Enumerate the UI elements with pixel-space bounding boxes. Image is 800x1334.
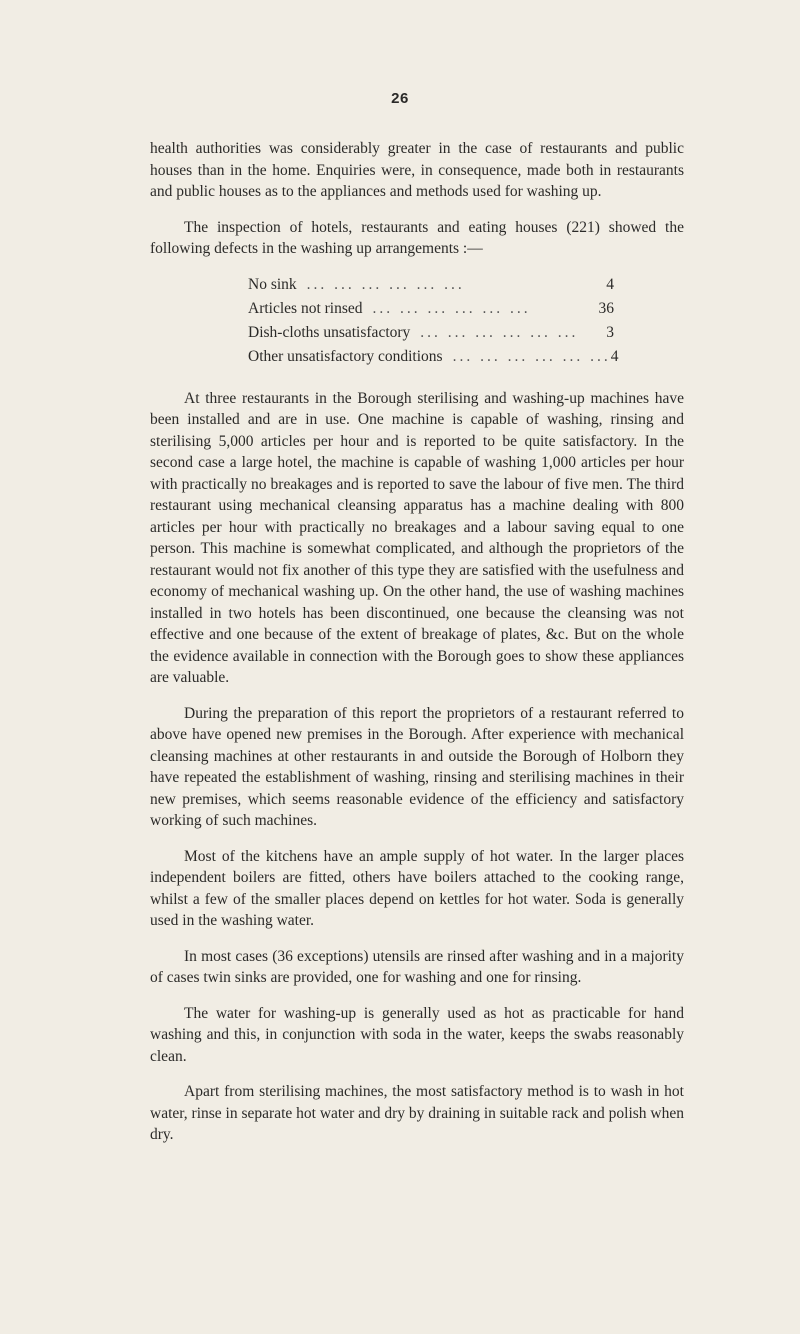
defect-count: 4 xyxy=(610,347,619,365)
paragraph-3: At three restaurants in the Borough sterilising and washing-up machines have been installed and are in use. One machine is capable of washing, rinsing and sterilising 5,000 articles per hour and is reported to be quite satisfactory. In the second case a large hotel, the machine is capable of washing 1,000 articles per hour with practically no breakages and is reported to save the labour of five men. The third restaurant using mechanical cleansing apparatus has a machine dealing with 800 articles per hour with practically no breakages and a labour saving equal to one person. This machine is somewhat complicated, and although the proprietors of the restaurant would not fix another of this type they are satisfied with the usefulness and economy of mechanical washing up. On the other hand, the use of washing machines installed in two hotels has been discontinued, one because the cleansing was not effective and one because of the extent of breakage of plates, &c. But on the whole the evidence available in connection with the Borough goes to show these appliances are valuable. xyxy=(150,389,684,686)
body-text xyxy=(150,138,684,1160)
paragraph-6: In most cases (36 exceptions) utensils are rinsed after washing and in a majority of cases twin sinks are provided, one for washing and one for rinsing. xyxy=(150,947,684,986)
defect-row xyxy=(248,346,619,370)
defect-label: Other unsatisfactory conditions xyxy=(248,347,443,365)
defect-count: 36 xyxy=(598,299,614,317)
defect-row xyxy=(248,298,614,322)
defect-count: 3 xyxy=(606,323,614,341)
defects-list xyxy=(150,274,619,370)
leader-dots: ... ... ... ... ... ... xyxy=(306,275,465,293)
defect-label: No sink xyxy=(248,275,297,293)
leader-dots: ... ... ... ... ... ... xyxy=(452,347,611,365)
paragraph-2: The inspection of hotels, restaurants and eating houses (221) showed the following defects in the washing up arrangements :— xyxy=(150,218,684,257)
leader-dots: ... ... ... ... ... ... xyxy=(420,323,579,341)
paragraph-4: During the preparation of this report the proprietors of a restaurant referred to above have opened new premises in the Borough. After experience with mechanical cleansing machines at other restaurants in and outside the Borough of Holborn they have repeated the establishment of washing, rinsing and sterilising machines in their new premises, which seems reasonable evidence of the efficiency and satisfactory working of such machines. xyxy=(150,704,684,829)
defect-count: 4 xyxy=(606,275,614,293)
defect-row xyxy=(248,322,614,346)
paragraph-8: Apart from sterilising machines, the most satisfactory method is to wash in hot water, rinse in separate hot water and dry by draining in suitable rack and polish when dry. xyxy=(150,1083,684,1143)
page-number: 26 xyxy=(391,90,409,107)
paragraph-5: Most of the kitchens have an ample supply of hot water. In the larger places independent boilers are fitted, others have boilers attached to the cooking range, whilst a few of the smaller places depend on kettles for hot water. Soda is generally used in the washing water. xyxy=(150,847,684,929)
defect-label: Dish-cloths unsatisfactory xyxy=(248,323,411,341)
defect-label: Articles not rinsed xyxy=(248,299,363,317)
paragraph-7: The water for washing-up is generally used as hot as practicable for hand washing and this, in conjunction with soda in the water, keeps the swabs reasonably clean. xyxy=(150,1004,684,1065)
defect-row xyxy=(248,274,614,298)
leader-dots: ... ... ... ... ... ... xyxy=(372,299,531,317)
paragraph-1: health authorities was considerably greater in the case of restaurants and public houses than in the home. Enquiries were, in consequence, made both in restaurants and public houses as to the appliances and methods used for washing up. xyxy=(150,140,684,200)
